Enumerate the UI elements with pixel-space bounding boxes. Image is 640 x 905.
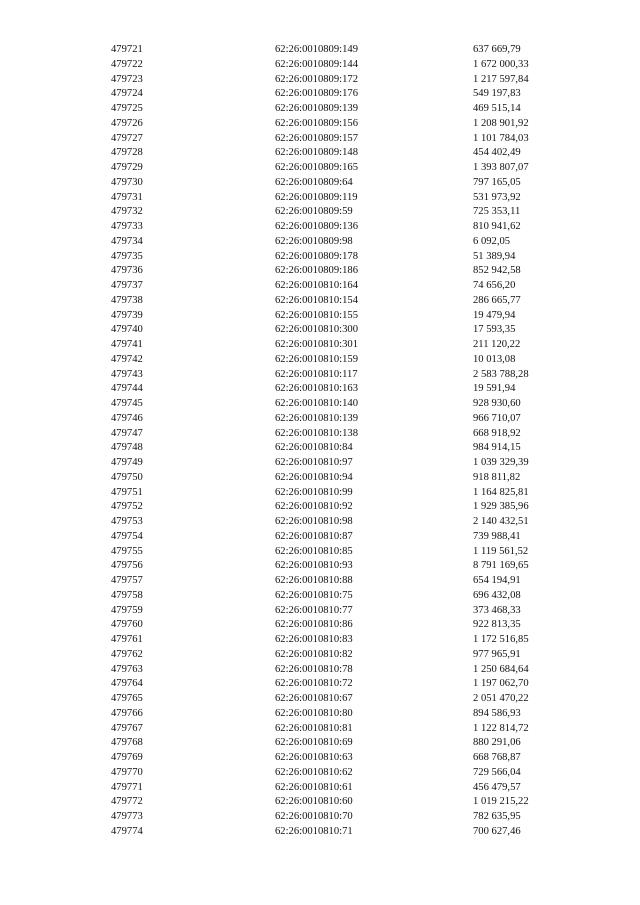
cadastral-number: 62:26:0010809:176	[275, 88, 358, 100]
cadastral-value: 637 669,79	[473, 44, 521, 55]
cadastral-value: 696 432,08	[473, 589, 521, 601]
cadastral-number: 62:26:0010810:155	[275, 309, 358, 321]
row-number: 479772	[111, 796, 143, 808]
cadastral-value: 10 013,08	[473, 353, 516, 365]
cadastral-number: 62:26:0010809:172	[275, 73, 358, 85]
cadastral-number: 62:26:0010809:149	[275, 44, 358, 55]
row-number: 479744	[111, 383, 143, 395]
cadastral-number: 62:26:0010810:98	[275, 516, 353, 527]
table-row	[0, 559, 640, 574]
row-number: 479769	[111, 752, 143, 763]
cadastral-value: 454 402,49	[473, 147, 521, 159]
table-row	[0, 795, 640, 810]
cadastral-value: 2 051 470,22	[473, 693, 529, 704]
row-number: 479727	[111, 132, 143, 144]
row-number: 479739	[111, 309, 143, 321]
cadastral-number: 62:26:0010810:154	[275, 294, 358, 306]
cadastral-number: 62:26:0010810:94	[275, 471, 353, 483]
row-number: 479771	[111, 781, 143, 793]
cadastral-number: 62:26:0010810:69	[275, 737, 353, 749]
cadastral-number: 62:26:0010809:148	[275, 147, 358, 159]
row-number: 479724	[111, 88, 143, 100]
cadastral-number: 62:26:0010809:119	[275, 191, 358, 203]
table-row	[0, 471, 640, 486]
table-row	[0, 663, 640, 678]
table-row	[0, 250, 640, 265]
table-row	[0, 146, 640, 161]
cadastral-value: 966 710,07	[473, 412, 521, 424]
cadastral-number: 62:26:0010810:139	[275, 412, 358, 424]
cadastral-value: 531 973,92	[473, 191, 521, 203]
cadastral-number: 62:26:0010809:165	[275, 162, 358, 173]
table-row	[0, 220, 640, 235]
cadastral-number: 62:26:0010810:88	[275, 575, 353, 586]
table-row	[0, 441, 640, 456]
cadastral-number: 62:26:0010810:75	[275, 589, 353, 601]
table-row	[0, 87, 640, 102]
table-row	[0, 382, 640, 397]
row-number: 479753	[111, 516, 143, 527]
cadastral-value: 922 813,35	[473, 619, 521, 631]
row-number: 479761	[111, 634, 143, 645]
table-row	[0, 176, 640, 191]
cadastral-number: 62:26:0010809:139	[275, 103, 358, 114]
cadastral-number: 62:26:0010809:144	[275, 58, 358, 70]
cadastral-number: 62:26:0010810:138	[275, 427, 358, 439]
row-number: 479738	[111, 294, 143, 306]
table-row	[0, 618, 640, 633]
row-number: 479736	[111, 265, 143, 277]
row-number: 479751	[111, 486, 143, 498]
cadastral-value: 1 393 807,07	[473, 162, 529, 173]
row-number: 479729	[111, 162, 143, 173]
document-table	[0, 43, 640, 840]
cadastral-number: 62:26:0010809:178	[275, 250, 358, 262]
cadastral-number: 62:26:0010810:71	[275, 825, 353, 837]
cadastral-number: 62:26:0010810:81	[275, 722, 353, 734]
cadastral-value: 928 930,60	[473, 398, 521, 409]
cadastral-number: 62:26:0010810:70	[275, 811, 353, 822]
table-row	[0, 117, 640, 132]
table-row	[0, 515, 640, 530]
table-row	[0, 530, 640, 545]
cadastral-number: 62:26:0010809:157	[275, 132, 358, 144]
cadastral-value: 2 583 788,28	[473, 368, 529, 380]
row-number: 479773	[111, 811, 143, 822]
row-number: 479757	[111, 575, 143, 586]
row-number: 479723	[111, 73, 143, 85]
table-row	[0, 191, 640, 206]
cadastral-value: 654 194,91	[473, 575, 521, 586]
cadastral-value: 797 165,05	[473, 176, 521, 188]
row-number: 479760	[111, 619, 143, 631]
row-number: 479730	[111, 176, 143, 188]
cadastral-value: 19 591,94	[473, 383, 516, 395]
row-number: 479745	[111, 398, 143, 409]
cadastral-value: 17 593,35	[473, 324, 516, 336]
cadastral-value: 782 635,95	[473, 811, 521, 822]
cadastral-number: 62:26:0010810:67	[275, 693, 353, 704]
table-row	[0, 736, 640, 751]
row-number: 479732	[111, 206, 143, 218]
cadastral-number: 62:26:0010810:92	[275, 501, 353, 513]
row-number: 479743	[111, 368, 143, 380]
table-row	[0, 766, 640, 781]
row-number: 479774	[111, 825, 143, 837]
cadastral-number: 62:26:0010810:77	[275, 604, 353, 616]
cadastral-value: 1 250 684,64	[473, 663, 529, 675]
cadastral-number: 62:26:0010810:72	[275, 678, 353, 690]
cadastral-value: 918 811,82	[473, 471, 521, 483]
row-number: 479735	[111, 250, 143, 262]
cadastral-number: 62:26:0010809:156	[275, 117, 358, 129]
cadastral-number: 62:26:0010809:186	[275, 265, 358, 277]
row-number: 479755	[111, 545, 143, 557]
cadastral-value: 1 101 784,03	[473, 132, 529, 144]
row-number: 479759	[111, 604, 143, 616]
cadastral-number: 62:26:0010809:64	[275, 176, 353, 188]
cadastral-number: 62:26:0010810:301	[275, 339, 358, 350]
cadastral-value: 2 140 432,51	[473, 516, 529, 527]
cadastral-number: 62:26:0010810:84	[275, 442, 353, 454]
cadastral-number: 62:26:0010810:61	[275, 781, 353, 793]
cadastral-value: 668 768,87	[473, 752, 521, 763]
cadastral-value: 810 941,62	[473, 221, 521, 232]
row-number: 479762	[111, 648, 143, 660]
row-number: 479741	[111, 339, 143, 350]
cadastral-value: 1 929 385,96	[473, 501, 529, 513]
table-row	[0, 205, 640, 220]
row-number: 479721	[111, 44, 143, 55]
table-row	[0, 574, 640, 589]
table-row	[0, 810, 640, 825]
cadastral-number: 62:26:0010810:163	[275, 383, 358, 395]
cadastral-value: 700 627,46	[473, 825, 521, 837]
table-row	[0, 500, 640, 515]
table-row	[0, 633, 640, 648]
row-number: 479767	[111, 722, 143, 734]
row-number: 479750	[111, 471, 143, 483]
cadastral-value: 1 197 062,70	[473, 678, 529, 690]
row-number: 479765	[111, 693, 143, 704]
row-number: 479756	[111, 560, 143, 572]
cadastral-number: 62:26:0010810:300	[275, 324, 358, 336]
cadastral-value: 1 039 329,39	[473, 457, 529, 468]
row-number: 479748	[111, 442, 143, 454]
table-row	[0, 751, 640, 766]
cadastral-value: 456 479,57	[473, 781, 521, 793]
cadastral-value: 894 586,93	[473, 707, 521, 719]
table-row	[0, 353, 640, 368]
cadastral-number: 62:26:0010810:82	[275, 648, 353, 660]
table-row	[0, 412, 640, 427]
cadastral-value: 1 208 901,92	[473, 117, 529, 129]
row-number: 479731	[111, 191, 143, 203]
row-number: 479740	[111, 324, 143, 336]
cadastral-value: 1 672 000,33	[473, 58, 529, 70]
cadastral-number: 62:26:0010810:93	[275, 560, 353, 572]
row-number: 479734	[111, 235, 143, 247]
cadastral-value: 373 468,33	[473, 604, 521, 616]
table-row	[0, 722, 640, 737]
table-row	[0, 707, 640, 722]
cadastral-value: 51 389,94	[473, 250, 516, 262]
cadastral-value: 6 092,05	[473, 235, 511, 247]
cadastral-number: 62:26:0010810:87	[275, 530, 353, 542]
row-number: 479752	[111, 501, 143, 513]
cadastral-number: 62:26:0010810:80	[275, 707, 353, 719]
cadastral-number: 62:26:0010809:59	[275, 206, 353, 218]
table-row	[0, 43, 640, 58]
row-number: 479747	[111, 427, 143, 439]
cadastral-number: 62:26:0010809:98	[275, 235, 353, 247]
cadastral-value: 8 791 169,65	[473, 560, 529, 572]
cadastral-value: 880 291,06	[473, 737, 521, 749]
table-row	[0, 604, 640, 619]
cadastral-value: 668 918,92	[473, 427, 521, 439]
cadastral-value: 211 120,22	[473, 339, 521, 350]
cadastral-number: 62:26:0010810:117	[275, 368, 358, 380]
cadastral-number: 62:26:0010810:86	[275, 619, 353, 631]
cadastral-value: 19 479,94	[473, 309, 516, 321]
cadastral-value: 852 942,58	[473, 265, 521, 277]
table-row	[0, 781, 640, 796]
cadastral-value: 729 566,04	[473, 766, 521, 778]
row-number: 479770	[111, 766, 143, 778]
table-row	[0, 161, 640, 176]
table-row	[0, 73, 640, 88]
cadastral-value: 1 172 516,85	[473, 634, 529, 645]
cadastral-number: 62:26:0010810:83	[275, 634, 353, 645]
cadastral-number: 62:26:0010810:140	[275, 398, 358, 409]
table-row	[0, 456, 640, 471]
table-row	[0, 545, 640, 560]
table-row	[0, 825, 640, 840]
cadastral-number: 62:26:0010810:85	[275, 545, 353, 557]
row-number: 479764	[111, 678, 143, 690]
row-number: 479728	[111, 147, 143, 159]
row-number: 479766	[111, 707, 143, 719]
row-number: 479733	[111, 221, 143, 232]
table-row	[0, 397, 640, 412]
cadastral-value: 977 965,91	[473, 648, 521, 660]
cadastral-number: 62:26:0010810:164	[275, 280, 358, 291]
cadastral-value: 1 019 215,22	[473, 796, 529, 808]
table-row	[0, 368, 640, 383]
table-row	[0, 102, 640, 117]
table-row	[0, 692, 640, 707]
table-row	[0, 279, 640, 294]
table-row	[0, 338, 640, 353]
row-number: 479737	[111, 280, 143, 291]
cadastral-value: 549 197,83	[473, 88, 521, 100]
table-row	[0, 677, 640, 692]
cadastral-value: 1 217 597,84	[473, 73, 529, 85]
table-row	[0, 323, 640, 338]
table-row	[0, 486, 640, 501]
row-number: 479758	[111, 589, 143, 601]
table-row	[0, 309, 640, 324]
cadastral-value: 984 914,15	[473, 442, 521, 454]
row-number: 479726	[111, 117, 143, 129]
table-row	[0, 648, 640, 663]
table-row	[0, 132, 640, 147]
row-number: 479754	[111, 530, 143, 542]
cadastral-value: 739 988,41	[473, 530, 521, 542]
cadastral-number: 62:26:0010810:97	[275, 457, 353, 468]
row-number: 479749	[111, 457, 143, 468]
table-row	[0, 427, 640, 442]
cadastral-value: 469 515,14	[473, 103, 521, 114]
table-row	[0, 235, 640, 250]
cadastral-value: 1 119 561,52	[473, 545, 529, 557]
row-number: 479722	[111, 58, 143, 70]
cadastral-number: 62:26:0010809:136	[275, 221, 358, 232]
row-number: 479742	[111, 353, 143, 365]
table-row	[0, 58, 640, 73]
table-row	[0, 264, 640, 279]
cadastral-number: 62:26:0010810:99	[275, 486, 353, 498]
cadastral-number: 62:26:0010810:63	[275, 752, 353, 763]
row-number: 479763	[111, 663, 143, 675]
cadastral-value: 286 665,77	[473, 294, 521, 306]
cadastral-value: 74 656,20	[473, 280, 516, 291]
cadastral-number: 62:26:0010810:60	[275, 796, 353, 808]
cadastral-value: 1 122 814,72	[473, 722, 529, 734]
row-number: 479768	[111, 737, 143, 749]
cadastral-value: 725 353,11	[473, 206, 521, 218]
row-number: 479725	[111, 103, 143, 114]
table-row	[0, 589, 640, 604]
cadastral-value: 1 164 825,81	[473, 486, 529, 498]
row-number: 479746	[111, 412, 143, 424]
cadastral-number: 62:26:0010810:78	[275, 663, 353, 675]
cadastral-number: 62:26:0010810:159	[275, 353, 358, 365]
table-row	[0, 294, 640, 309]
cadastral-number: 62:26:0010810:62	[275, 766, 353, 778]
